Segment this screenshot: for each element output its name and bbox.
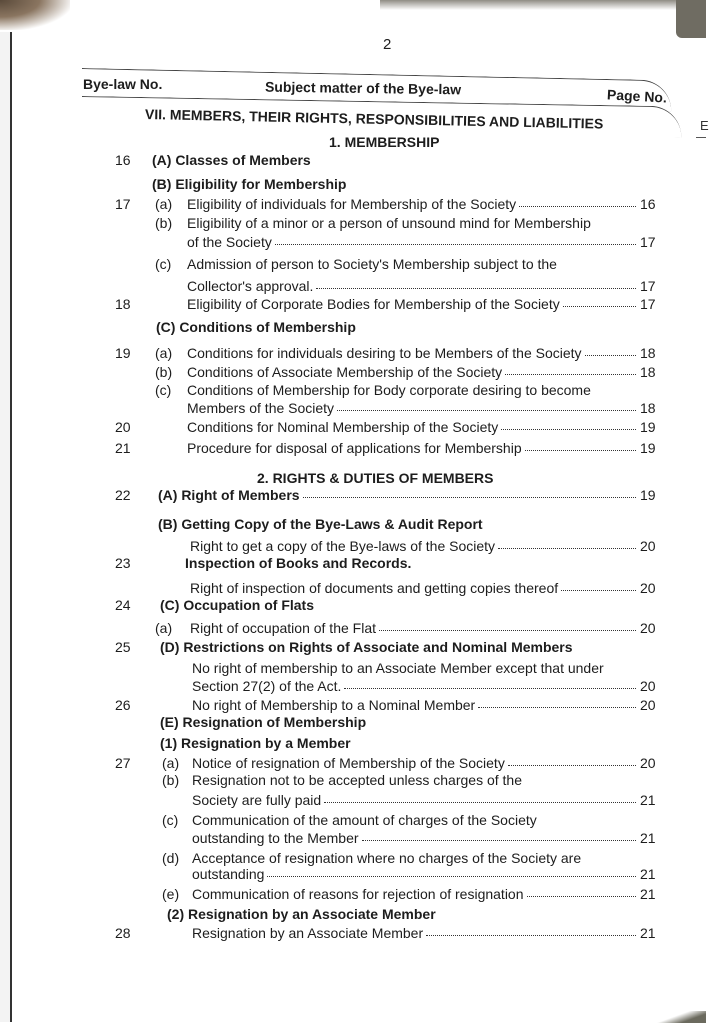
bye-law-number: 18 (115, 296, 131, 312)
dot-leader (527, 886, 636, 897)
dot-leader (362, 830, 636, 841)
header-bye-law-no: Bye-law No. (83, 76, 163, 92)
page-reference: 21 (640, 866, 656, 882)
entry-title: Eligibility of Corporate Bodies for Membership of the Society (187, 296, 560, 312)
bye-law-number: 27 (115, 755, 131, 771)
page-reference: 19 (640, 440, 656, 456)
entry-title: (C) Occupation of Flats (160, 597, 314, 613)
entry-title: Communication of reasons for rejection of resignation (192, 886, 524, 902)
entry-title: Eligibility of a minor or a person of unsound mind for Membership (187, 215, 591, 231)
page-reference: 19 (640, 487, 656, 503)
entry-title: Inspection of Books and Records. (185, 555, 412, 571)
sub-clause-label: (a) (155, 345, 173, 361)
entry-title: Resignation by an Associate Member (192, 925, 424, 941)
sub-clause-label: (d) (162, 850, 180, 866)
dot-leader (498, 538, 636, 549)
entry-title: (B) Getting Copy of the Bye-Laws & Audit Report (158, 516, 483, 532)
background-bottom-corner (656, 1011, 706, 1023)
section-title-rights: 2. RIGHTS & DUTIES OF MEMBERS (257, 470, 494, 486)
background-shadow (380, 0, 680, 10)
entry-title: Admission of person to Society's Membership subject to the (187, 256, 557, 272)
bye-law-number: 16 (115, 152, 131, 168)
sub-clause-label: (a) (155, 196, 173, 212)
page-reference: 17 (640, 278, 656, 294)
entry-title: outstanding (192, 866, 265, 882)
dot-leader (303, 487, 636, 498)
dot-leader (426, 925, 636, 936)
entry-title: outstanding to the Member (192, 830, 359, 846)
dot-leader (316, 278, 636, 289)
sub-clause-label: (c) (155, 382, 172, 398)
bye-law-number: 26 (115, 697, 131, 713)
section-title-membership: 1. MEMBERSHIP (329, 134, 440, 150)
sub-clause-label: (c) (162, 812, 179, 828)
entry-title: Society are fully paid (192, 792, 322, 808)
page-reference: 20 (640, 697, 656, 713)
page-reference: 16 (640, 196, 656, 212)
entry-title: Procedure for disposal of applications for Membership (187, 440, 522, 456)
dot-leader (508, 755, 636, 766)
bye-law-number: 23 (115, 555, 131, 571)
sub-clause-label: (b) (162, 772, 180, 788)
entry-title: of the Society (187, 234, 272, 250)
dot-leader (585, 345, 636, 356)
dot-leader (519, 196, 636, 207)
page-reference: 17 (640, 296, 656, 312)
bye-law-number: 28 (115, 925, 131, 941)
entry-title: (A) Right of Members (158, 487, 300, 503)
entry-title: (B) Eligibility for Membership (152, 176, 347, 192)
page-number: 2 (383, 36, 392, 53)
entry-title: (D) Restrictions on Rights of Associate and Nominal Members (160, 639, 573, 655)
page-reference: 18 (640, 364, 656, 380)
dot-leader (379, 620, 636, 631)
dot-leader (267, 866, 636, 877)
sub-clause-label: (a) (155, 620, 173, 636)
page-reference: 21 (640, 830, 656, 846)
bye-law-number: 17 (115, 196, 131, 212)
bye-law-number: 21 (115, 440, 131, 456)
sub-clause-label: (b) (155, 364, 173, 380)
page-reference: 20 (640, 755, 656, 771)
page-reference: 18 (640, 400, 656, 416)
page-reference: 20 (640, 678, 656, 694)
entry-title: (C) Conditions of Membership (156, 319, 356, 335)
entry-title: Collector's approval. (187, 278, 314, 294)
page-reference: 20 (640, 538, 656, 554)
page-reference: 21 (640, 886, 656, 902)
page-reference: 17 (640, 234, 656, 250)
right-edge-mark: E (700, 118, 709, 133)
dot-leader (525, 440, 636, 451)
entry-title: (A) Classes of Members (152, 152, 311, 168)
entry-title: Eligibility of individuals for Membership of the Society (187, 196, 517, 212)
left-page-edge (0, 32, 12, 1022)
entry-title: Conditions of Associate Membership of the Society (187, 364, 503, 380)
page-reference: 20 (640, 620, 656, 636)
page-reference: 21 (640, 925, 656, 941)
entry-title: Resignation not to be accepted unless charges of the (192, 772, 522, 788)
bye-law-number: 19 (115, 345, 131, 361)
entry-title: Communication of the amount of charges of the Society (192, 812, 537, 828)
sub-clause-label: (b) (155, 215, 173, 231)
background-corner (676, 0, 706, 38)
sub-clause-label: (a) (162, 755, 180, 771)
bye-law-number: 22 (115, 487, 131, 503)
entry-title: Conditions of Membership for Body corporate desiring to become (187, 382, 591, 398)
entry-title: (E) Resignation of Membership (160, 714, 367, 730)
dot-leader (563, 296, 636, 307)
right-edge-line (696, 137, 706, 138)
dot-leader (324, 792, 636, 803)
page-reference: 21 (640, 792, 656, 808)
header-subject: Subject matter of the Bye-law (264, 78, 462, 98)
entry-title: Members of the Society (187, 400, 335, 416)
dot-leader (275, 234, 636, 245)
entry-title: (2) Resignation by an Associate Member (167, 906, 436, 922)
bye-law-number: 20 (115, 419, 131, 435)
dot-leader (561, 580, 636, 591)
page-reference: 19 (640, 419, 656, 435)
entry-title: Acceptance of resignation where no charges of the Society are (192, 850, 582, 866)
entry-title: Conditions for individuals desiring to be Members of the Society (187, 345, 582, 361)
bye-law-number: 24 (115, 597, 131, 613)
dot-leader (505, 364, 636, 375)
dot-leader (337, 400, 636, 411)
entry-title: Section 27(2) of the Act. (192, 678, 342, 694)
dot-leader (501, 419, 636, 430)
entry-title: (1) Resignation by a Member (160, 735, 351, 751)
entry-title: No right of Membership to a Nominal Member (192, 697, 476, 713)
entry-title: Notice of resignation of Membership of the Society (192, 755, 505, 771)
page-reference: 20 (640, 580, 656, 596)
sub-clause-label: (c) (155, 256, 172, 272)
sub-clause-label: (e) (162, 886, 180, 902)
dot-leader (344, 678, 636, 689)
entry-title: Right to get a copy of the Bye-laws of the Society (190, 538, 496, 554)
header-page-no: Page No. (606, 86, 668, 106)
bye-law-number: 25 (115, 639, 131, 655)
dot-leader (478, 697, 636, 708)
chapter-title: VII. MEMBERS, THEIR RIGHTS, RESPONSIBILITIES AND LIABILITIES (144, 106, 604, 132)
background-hand (0, 0, 70, 30)
page-reference: 18 (640, 345, 656, 361)
entry-title: Conditions for Nominal Membership of the Society (187, 419, 499, 435)
entry-title: Right of inspection of documents and getting copies thereof (190, 580, 559, 596)
entry-title: Right of occupation of the Flat (190, 620, 376, 636)
entry-title: No right of membership to an Associate Member except that under (192, 660, 604, 676)
